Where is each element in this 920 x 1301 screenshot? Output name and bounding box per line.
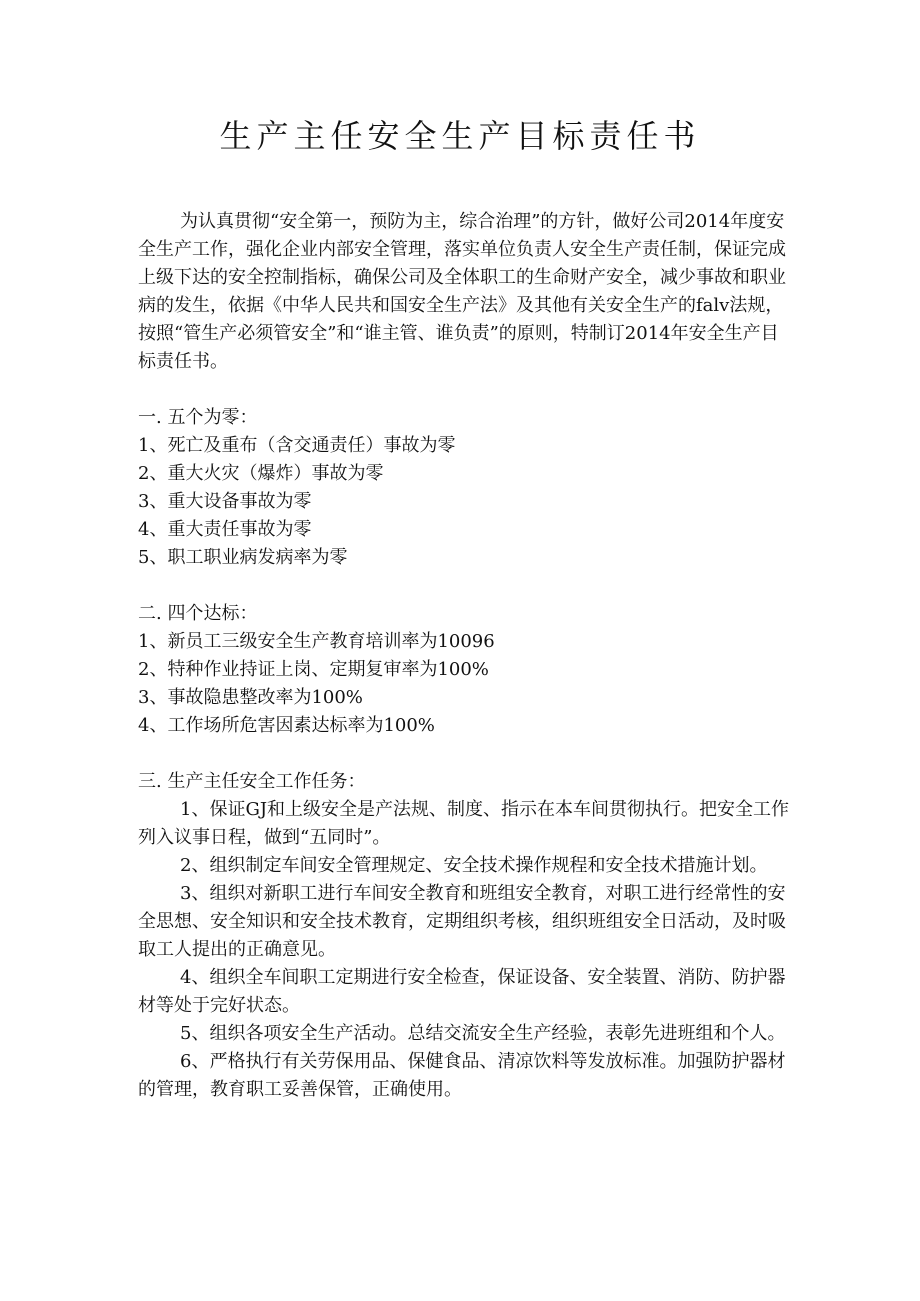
task-paragraph: 3、组织对新职工进行车间安全教育和班组安全教育，对职工进行经常性的安全思想、安全知识和安全技术教育，定期组织考核，组织班组安全日活动，及时吸取工人提出的正确意见。 bbox=[138, 883, 786, 960]
task-paragraph: 6、严格执行有关劳保用品、保健食品、清凉饮料等发放标准。加强防护器材的管理，教育职工妥善保管，正确使用。 bbox=[138, 1051, 786, 1100]
section-five-zeros bbox=[138, 404, 793, 572]
task-paragraph: 4、组织全车间职工定期进行安全检查，保证设备、安全装置、消防、防护器材等处于完好状态。 bbox=[138, 967, 786, 1016]
section-heading: 三. 生产主任安全工作任务： bbox=[138, 771, 366, 792]
intro-paragraph: 为认真贯彻“安全第一，预防为主，综合治理”的方针，做好公司2014年度安全生产工作，强化企业内部安全管理，落实单位负责人安全生产责任制，保证完成上级下达的安全控制指标，确保公司及全体职工的生命财产安全，减少事故和职业病的发生，依据《中华人民共和国安全生产法》及其他有关安全生产的falv法规，按照“管生产必须管安全”和“谁主管、谁负责”的原则，特制订2014年安全生产目标责任书。 bbox=[138, 211, 786, 372]
list-item: 2、特种作业持证上岗、定期复审率为100% bbox=[138, 659, 489, 680]
spacer bbox=[138, 572, 793, 600]
task-paragraph: 1、保证GJ和上级安全是产法规、制度、指示在本车间贯彻执行。把安全工作列入议事日程，做到“五同时”。 bbox=[138, 799, 790, 848]
list-item: 3、重大设备事故为零 bbox=[138, 491, 312, 512]
list-item: 1、死亡及重布（含交通责任）事故为零 bbox=[138, 435, 456, 456]
list-item: 3、事故隐患整改率为100% bbox=[138, 687, 363, 708]
task-paragraph: 2、组织制定车间安全管理规定、安全技术操作规程和安全技术措施计划。 bbox=[180, 855, 768, 876]
task-paragraph: 5、组织各项安全生产活动。总结交流安全生产经验，表彰先进班组和个人。 bbox=[180, 1023, 786, 1044]
spacer bbox=[138, 740, 793, 768]
section-heading: 二. 四个达标： bbox=[138, 603, 258, 624]
section-four-standards bbox=[138, 600, 793, 740]
list-item: 5、职工职业病发病率为零 bbox=[138, 547, 348, 568]
section-safety-tasks bbox=[138, 768, 793, 1104]
document-body bbox=[138, 208, 793, 1104]
list-item: 1、新员工三级安全生产教育培训率为10096 bbox=[138, 631, 495, 652]
spacer bbox=[138, 376, 793, 404]
list-item: 4、重大责任事故为零 bbox=[138, 519, 312, 540]
document-title: 生产主任安全生产目标责任书 bbox=[219, 117, 701, 155]
section-heading: 一. 五个为零： bbox=[138, 407, 258, 428]
list-item: 4、工作场所危害因素达标率为100% bbox=[138, 715, 435, 736]
list-item: 2、重大火灾（爆炸）事故为零 bbox=[138, 463, 384, 484]
